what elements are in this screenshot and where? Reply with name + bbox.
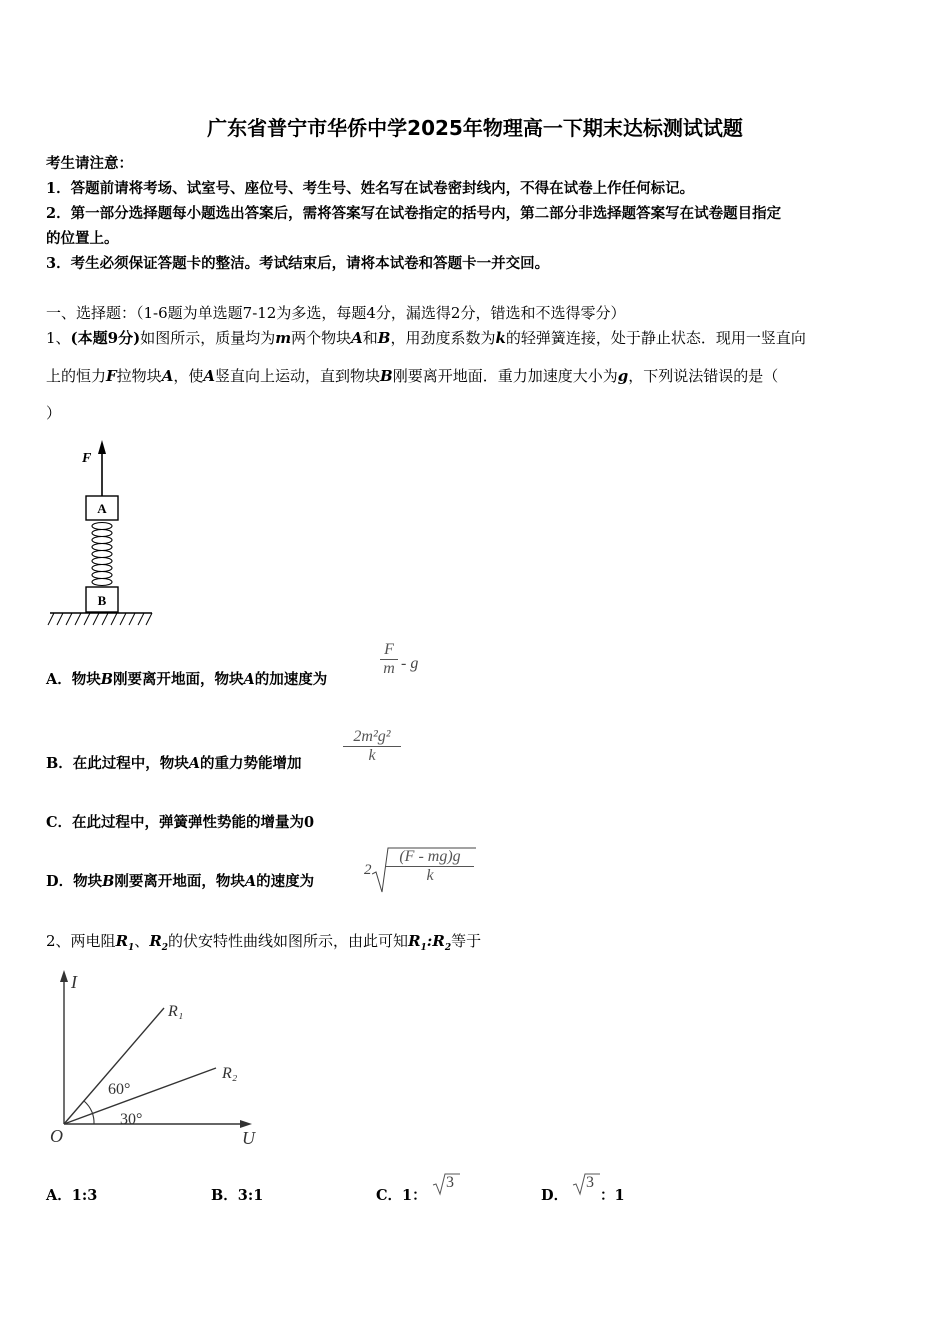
spring-block-figure (44, 436, 159, 632)
q1-line3: ） (46, 404, 62, 422)
page-title: 广东省普宁市华侨中学2025年物理高一下期末达标测试试题 (207, 116, 743, 140)
formula-d-coef: 2 (364, 862, 372, 878)
notice-item: 2．第一部分选择题每小题选出答案后，需将答案写在试卷指定的括号内，第二部分非选择题答案写在试卷题目指定 (46, 205, 782, 222)
q2-option-a: A．1:3 (46, 1187, 98, 1204)
ground-hatch (48, 613, 152, 625)
formula-d-num: (F - mg)g (399, 848, 461, 865)
angle-30-label: 30° (120, 1111, 143, 1128)
section-heading: 一、选择题：（1-6题为单选题7-12为多选，每题4分，漏选得2分，错选和不选得零分） (46, 304, 626, 322)
q1-number: 1、 (46, 329, 71, 347)
q1-text: 的轻弹簧连接，处于静止状态．现用一竖直向 (505, 329, 806, 347)
q1-text: ，用劲度系数为 (390, 329, 496, 347)
angle-arc-60 (84, 1101, 92, 1112)
q1-text: 如图所示，质量均为 (140, 329, 276, 347)
q2-option-b: B．3:1 (211, 1187, 264, 1204)
formula-a-tail: - g (401, 655, 419, 672)
x-axis-label: U (242, 1128, 255, 1148)
var-k: k (495, 329, 506, 347)
spring (92, 523, 112, 586)
var-F: F (106, 367, 117, 385)
block-a-label: A (97, 501, 107, 516)
q2-stem: 2、两电阻$R_1$、$R_2$的伏安特性曲线如图所示，由此可知$R_1:R_2$等于 (46, 932, 482, 953)
y-axis-arrow (60, 970, 68, 982)
var-A: A (203, 367, 215, 385)
angle-arc-30 (92, 1112, 94, 1124)
q1-line1 (46, 327, 806, 348)
var-m: m (275, 329, 292, 347)
q1-option-d: D．物块B刚要离开地面，物块A的速度为 (46, 873, 315, 890)
sqrt-radicand-d: 3 (586, 1174, 594, 1191)
q1-text: 和 (362, 329, 378, 347)
line-r1-label: R₁ (168, 1003, 184, 1020)
var-g: g (617, 367, 629, 385)
q2-option-d-tail: ：1 (600, 1187, 625, 1204)
formula-d-fraction (386, 848, 474, 885)
q1-text: 竖直向上运动，直到物块 (214, 367, 380, 385)
formula-b-fraction (343, 728, 401, 765)
q1-option-a: A．物块B刚要离开地面，物块A的加速度为 (46, 671, 328, 688)
line-r1 (64, 1008, 164, 1124)
q1-score: (本题9分) (70, 329, 141, 347)
var-A: A (351, 329, 363, 347)
q1-text: 两个物块 (291, 329, 352, 347)
formula-a-num: F (384, 641, 394, 658)
var-B: B (380, 367, 393, 385)
q1-line2 (46, 365, 778, 386)
notice-item: 的位置上。 (46, 230, 119, 247)
angle-60-label: 60° (108, 1081, 131, 1098)
formula-a-den: m (380, 659, 398, 678)
origin-label: O (50, 1126, 63, 1146)
formula-a-fraction (380, 641, 398, 678)
q2-option-c: C．1： (376, 1187, 427, 1204)
iu-graph (44, 964, 274, 1150)
q1-option-b: B．在此过程中，物块A的重力势能增加 (46, 755, 302, 772)
notice-item: 1．答题前请将考场、试室号、座位号、考生号、姓名写在试卷密封线内，不得在试卷上作任何标记。 (46, 180, 695, 197)
line-r2-label: R₂ (222, 1065, 238, 1082)
var-B: B (377, 329, 391, 347)
sqrt-radicand-c: 3 (446, 1174, 454, 1191)
formula-b-num: 2m²g² (353, 728, 391, 745)
y-axis-label: I (71, 972, 77, 992)
q1-text: ，下列说法错误的是（ (628, 367, 779, 385)
q1-text: 上的恒力 (46, 367, 107, 385)
notice-item: 3．考生必须保证答题卡的整洁。考试结束后，请将本试卷和答题卡一并交回。 (46, 255, 550, 272)
q1-option-c: C．在此过程中，弹簧弹性势能的增量为0 (46, 814, 315, 831)
q1-text: 拉物块 (116, 367, 162, 385)
q1-text: ，使 (173, 367, 204, 385)
formula-d-den: k (386, 866, 474, 885)
force-label: F (82, 451, 92, 466)
x-axis-arrow (240, 1120, 252, 1128)
force-arrow-head (98, 440, 106, 454)
var-A: A (161, 367, 174, 385)
formula-b-den: k (343, 746, 401, 765)
q1-text: 刚要离开地面．重力加速度大小为 (392, 367, 618, 385)
block-b-label: B (97, 593, 107, 608)
notice-heading: 考生请注意： (46, 155, 133, 172)
q2-option-d: D． (541, 1187, 569, 1204)
